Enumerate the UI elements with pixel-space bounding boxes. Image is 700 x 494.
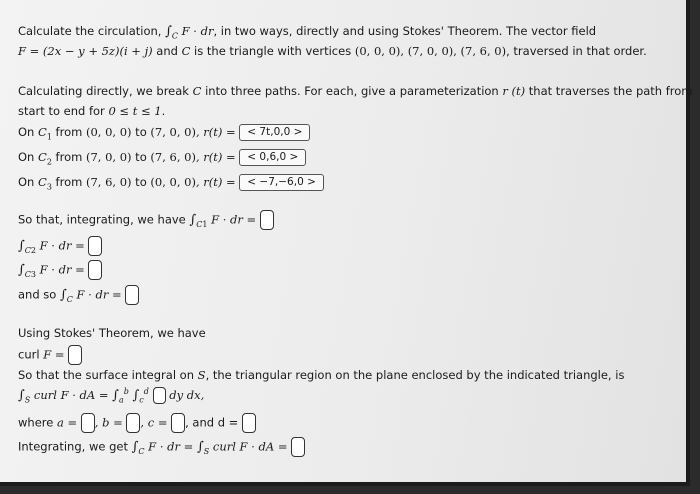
integral-c1-row: So that, integrating, we have $\int_{C1}$ F · dr = (18, 210, 274, 230)
direct-intro-2: start to end for 0 ≤ t ≤ 1. (18, 104, 166, 118)
curl-row: curl F = (18, 345, 82, 365)
surface-intro: So that the surface integral on S, the triangular region on the plane enclosed by the indicated triangle, is (18, 368, 625, 382)
path-row-2: On $C_2$ from (7, 0, 0) to (7, 6, 0), r(t) = < 0,6,0 > (18, 149, 306, 166)
problem-line-2: F = (2x − y + 5z)(i + j) and C is the triangle with vertices (0, 0, 0), (7, 0, 0), (7, 6, 0), traversed in that order. (18, 44, 647, 58)
path-1-answer[interactable]: < 7t,0,0 > (239, 124, 310, 141)
integral-c2-row: $\int_{C2}$ F · dr = (18, 236, 102, 256)
final-answer-box[interactable] (291, 437, 305, 457)
bound-d-box[interactable] (242, 413, 256, 433)
problem-line-1: Calculate the circulation, $\int_C$ F · dr, in two ways, directly and using Stokes' Theorem. The vector field (18, 24, 597, 41)
integrand-answer-box[interactable] (153, 387, 166, 404)
path-row-3: On $C_3$ from (7, 6, 0) to (0, 0, 0), r(t) = < −7,−6,0 > (18, 174, 324, 191)
surface-integral-row: $\int_S$ curl F · dA = $\int_a^b$ $\int_c^d$ dy dx, (18, 387, 205, 405)
bound-a-box[interactable] (81, 413, 95, 433)
stokes-intro: Using Stokes' Theorem, we have (18, 326, 206, 340)
integral-c3-answer-box[interactable] (88, 260, 102, 280)
integral-total-row: and so $\int_C$ F · dr = (18, 285, 139, 305)
path-row-1: On $C_1$ from (0, 0, 0) to (7, 0, 0), r(t) = < 7t,0,0 > (18, 124, 310, 141)
curl-answer-box[interactable] (68, 345, 82, 365)
bound-b-box[interactable] (126, 413, 140, 433)
bounds-row: where a = , b = , c = , and d = (18, 413, 256, 433)
path-3-answer[interactable]: < −7,−6,0 > (239, 174, 324, 191)
path-2-answer[interactable]: < 0,6,0 > (239, 149, 306, 166)
final-row: Integrating, we get $\int_C$ F · dr = $\int_S$ curl F · dA = (18, 437, 305, 457)
bound-c-box[interactable] (171, 413, 185, 433)
direct-intro-1: Calculating directly, we break C into three paths. For each, give a parameterization r (t) that traverses the path from (18, 84, 693, 98)
integral-total-answer-box[interactable] (125, 285, 139, 305)
integral-c2-answer-box[interactable] (88, 236, 102, 256)
integral-c1-answer-box[interactable] (260, 210, 274, 230)
integral-c3-row: $\int_{C3}$ F · dr = (18, 260, 102, 280)
